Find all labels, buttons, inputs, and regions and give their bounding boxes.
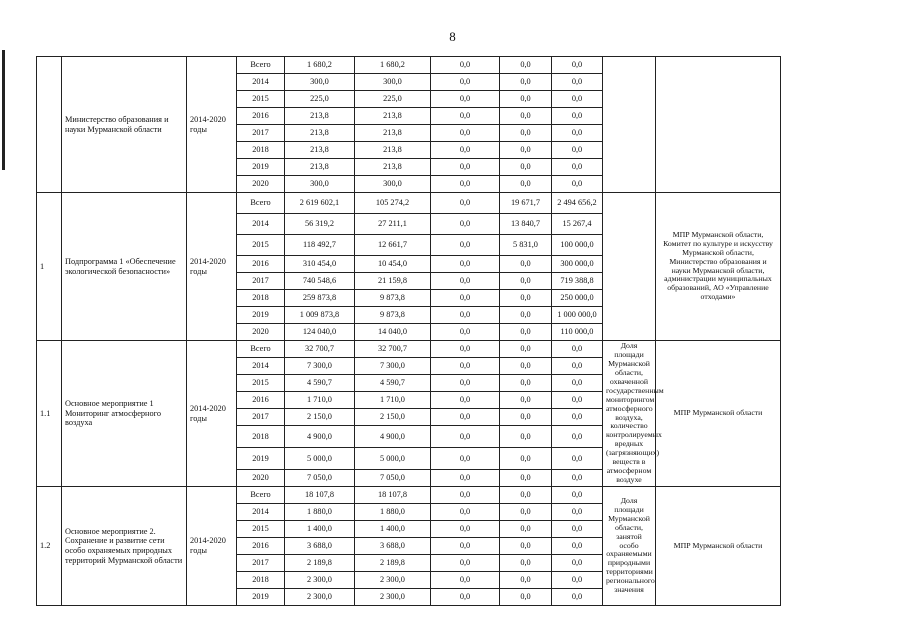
federal-budget-cell: 0,0 [431,341,500,358]
total-cell: 213,8 [285,142,355,159]
local-budget-cell: 0,0 [500,426,552,448]
other-sources-cell: 0,0 [552,504,603,521]
page-number: 8 [449,29,456,44]
local-budget-cell: 0,0 [500,470,552,487]
other-sources-cell: 0,0 [552,91,603,108]
total-cell: 740 548,6 [285,273,355,290]
year-cell: Всего [237,57,285,74]
local-budget-cell: 0,0 [500,176,552,193]
federal-budget-cell: 0,0 [431,193,500,214]
activity-name: Основное мероприятие 1 Мониторинг атмосферного воздуха [62,341,187,487]
other-sources-cell: 0,0 [552,159,603,176]
total-cell: 2 150,0 [285,409,355,426]
federal-budget-cell: 0,0 [431,358,500,375]
other-sources-cell: 0,0 [552,409,603,426]
federal-budget-cell: 0,0 [431,159,500,176]
federal-budget-cell: 0,0 [431,392,500,409]
other-sources-cell: 0,0 [552,74,603,91]
other-sources-cell: 0,0 [552,426,603,448]
total-cell: 5 000,0 [285,448,355,470]
target-indicator [603,193,656,341]
regional-budget-cell: 7 300,0 [355,358,431,375]
regional-budget-cell: 3 688,0 [355,538,431,555]
table-row [37,193,916,214]
year-cell: Всего [237,193,285,214]
year-cell: 2019 [237,307,285,324]
local-budget-cell: 0,0 [500,142,552,159]
regional-budget-cell: 225,0 [355,91,431,108]
regional-budget-cell: 21 159,8 [355,273,431,290]
total-cell: 300,0 [285,176,355,193]
regional-budget-cell: 9 873,8 [355,307,431,324]
federal-budget-cell: 0,0 [431,57,500,74]
local-budget-cell: 0,0 [500,290,552,307]
regional-budget-cell: 1 880,0 [355,504,431,521]
total-cell: 4 900,0 [285,426,355,448]
regional-budget-cell: 27 211,1 [355,214,431,235]
regional-budget-cell: 1 400,0 [355,521,431,538]
row-index: 1 [37,193,62,341]
total-cell: 4 590,7 [285,375,355,392]
federal-budget-cell: 0,0 [431,91,500,108]
federal-budget-cell: 0,0 [431,125,500,142]
year-cell: 2016 [237,108,285,125]
regional-budget-cell: 300,0 [355,74,431,91]
other-sources-cell: 719 388,8 [552,273,603,290]
total-cell: 124 040,0 [285,324,355,341]
local-budget-cell: 0,0 [500,341,552,358]
year-cell: 2019 [237,589,285,606]
other-sources-cell: 0,0 [552,375,603,392]
total-cell: 1 880,0 [285,504,355,521]
table-row [37,341,916,358]
other-sources-cell: 0,0 [552,448,603,470]
target-indicator: Доля площади Мурманской области, охваченной государственным мониторингом атмосферного воздуха, количество контролируемых вредных (загрязняющих) веществ в атмосферном воздухе [603,341,656,487]
year-cell: 2017 [237,273,285,290]
total-cell: 225,0 [285,91,355,108]
activity-name: Основное мероприятие 2. Сохранение и развитие сети особо охраняемых природных территорий Мурманской области [62,487,187,606]
local-budget-cell: 0,0 [500,324,552,341]
total-cell: 118 492,7 [285,235,355,256]
other-sources-cell: 15 267,4 [552,214,603,235]
year-cell: 2014 [237,358,285,375]
local-budget-cell: 0,0 [500,487,552,504]
target-indicator: Доля площади Мурманской области, занятой особо охраняемыми природными территориями регионального значения [603,487,656,606]
other-sources-cell: 0,0 [552,521,603,538]
regional-budget-cell: 4 900,0 [355,426,431,448]
table-body [37,57,916,606]
other-sources-cell: 0,0 [552,589,603,606]
other-sources-cell: 0,0 [552,470,603,487]
federal-budget-cell: 0,0 [431,538,500,555]
other-sources-cell: 0,0 [552,176,603,193]
year-cell: 2016 [237,538,285,555]
table-row [37,487,916,504]
implementation-period: 2014-2020 годы [187,487,237,606]
regional-budget-cell: 4 590,7 [355,375,431,392]
year-cell: 2020 [237,470,285,487]
regional-budget-cell: 300,0 [355,176,431,193]
total-cell: 1 400,0 [285,521,355,538]
year-cell: 2020 [237,176,285,193]
regional-budget-cell: 2 300,0 [355,572,431,589]
regional-budget-cell: 18 107,8 [355,487,431,504]
federal-budget-cell: 0,0 [431,307,500,324]
regional-budget-cell: 14 040,0 [355,324,431,341]
year-cell: 2019 [237,159,285,176]
responsible-executor: МПР Мурманской области, Комитет по культуре и искусству Мурманской области, Министерство образования и науки Мурманской области, администрации муниципальных образований, АО «Управление отходами» [656,193,781,341]
local-budget-cell: 0,0 [500,448,552,470]
local-budget-cell: 0,0 [500,159,552,176]
total-cell: 1 680,2 [285,57,355,74]
other-sources-cell: 0,0 [552,341,603,358]
year-cell: 2014 [237,74,285,91]
federal-budget-cell: 0,0 [431,74,500,91]
target-indicator [603,57,656,193]
regional-budget-cell: 105 274,2 [355,193,431,214]
local-budget-cell: 0,0 [500,392,552,409]
total-cell: 7 300,0 [285,358,355,375]
year-cell: 2015 [237,91,285,108]
local-budget-cell: 0,0 [500,375,552,392]
federal-budget-cell: 0,0 [431,504,500,521]
total-cell: 1 710,0 [285,392,355,409]
total-cell: 213,8 [285,125,355,142]
other-sources-cell: 0,0 [552,538,603,555]
other-sources-cell: 0,0 [552,358,603,375]
local-budget-cell: 0,0 [500,538,552,555]
year-cell: 2015 [237,521,285,538]
total-cell: 259 873,8 [285,290,355,307]
federal-budget-cell: 0,0 [431,572,500,589]
total-cell: 56 319,2 [285,214,355,235]
year-cell: 2017 [237,125,285,142]
year-cell: 2014 [237,504,285,521]
local-budget-cell: 0,0 [500,91,552,108]
year-cell: 2018 [237,572,285,589]
total-cell: 213,8 [285,108,355,125]
year-cell: 2018 [237,426,285,448]
row-index: 1.1 [37,341,62,487]
row-index: 1.2 [37,487,62,606]
year-cell: Всего [237,341,285,358]
total-cell: 300,0 [285,74,355,91]
year-cell: 2016 [237,392,285,409]
total-cell: 18 107,8 [285,487,355,504]
year-cell: 2016 [237,256,285,273]
total-cell: 2 619 602,1 [285,193,355,214]
program-finance-table [36,56,916,606]
other-sources-cell: 0,0 [552,555,603,572]
regional-budget-cell: 2 150,0 [355,409,431,426]
local-budget-cell: 0,0 [500,589,552,606]
local-budget-cell: 0,0 [500,521,552,538]
regional-budget-cell: 5 000,0 [355,448,431,470]
total-cell: 3 688,0 [285,538,355,555]
federal-budget-cell: 0,0 [431,448,500,470]
other-sources-cell: 300 000,0 [552,256,603,273]
year-cell: 2017 [237,409,285,426]
regional-budget-cell: 213,8 [355,159,431,176]
local-budget-cell: 0,0 [500,572,552,589]
federal-budget-cell: 0,0 [431,589,500,606]
federal-budget-cell: 0,0 [431,142,500,159]
total-cell: 310 454,0 [285,256,355,273]
total-cell: 1 009 873,8 [285,307,355,324]
other-sources-cell: 0,0 [552,57,603,74]
total-cell: 7 050,0 [285,470,355,487]
other-sources-cell: 110 000,0 [552,324,603,341]
total-cell: 32 700,7 [285,341,355,358]
year-cell: 2018 [237,142,285,159]
federal-budget-cell: 0,0 [431,409,500,426]
regional-budget-cell: 1 710,0 [355,392,431,409]
regional-budget-cell: 32 700,7 [355,341,431,358]
year-cell: Всего [237,487,285,504]
implementation-period: 2014-2020 годы [187,193,237,341]
regional-budget-cell: 213,8 [355,142,431,159]
federal-budget-cell: 0,0 [431,324,500,341]
table-row [37,57,916,74]
federal-budget-cell: 0,0 [431,555,500,572]
local-budget-cell: 0,0 [500,555,552,572]
year-cell: 2017 [237,555,285,572]
year-cell: 2020 [237,324,285,341]
local-budget-cell: 0,0 [500,125,552,142]
local-budget-cell: 0,0 [500,273,552,290]
federal-budget-cell: 0,0 [431,487,500,504]
federal-budget-cell: 0,0 [431,375,500,392]
regional-budget-cell: 2 300,0 [355,589,431,606]
total-cell: 2 189,8 [285,555,355,572]
local-budget-cell: 5 831,0 [500,235,552,256]
year-cell: 2014 [237,214,285,235]
local-budget-cell: 0,0 [500,74,552,91]
regional-budget-cell: 1 680,2 [355,57,431,74]
other-sources-cell: 0,0 [552,572,603,589]
implementation-period: 2014-2020 годы [187,341,237,487]
regional-budget-cell: 213,8 [355,125,431,142]
regional-budget-cell: 10 454,0 [355,256,431,273]
local-budget-cell: 0,0 [500,256,552,273]
other-sources-cell: 0,0 [552,142,603,159]
other-sources-cell: 250 000,0 [552,290,603,307]
federal-budget-cell: 0,0 [431,108,500,125]
local-budget-cell: 0,0 [500,409,552,426]
year-cell: 2018 [237,290,285,307]
regional-budget-cell: 7 050,0 [355,470,431,487]
federal-budget-cell: 0,0 [431,256,500,273]
page-edge-mark [2,50,5,170]
row-index [37,57,62,193]
other-sources-cell: 0,0 [552,392,603,409]
federal-budget-cell: 0,0 [431,214,500,235]
federal-budget-cell: 0,0 [431,176,500,193]
federal-budget-cell: 0,0 [431,470,500,487]
year-cell: 2015 [237,375,285,392]
federal-budget-cell: 0,0 [431,290,500,307]
regional-budget-cell: 2 189,8 [355,555,431,572]
responsible-executor [656,57,781,193]
local-budget-cell: 0,0 [500,57,552,74]
federal-budget-cell: 0,0 [431,521,500,538]
other-sources-cell: 0,0 [552,108,603,125]
federal-budget-cell: 0,0 [431,273,500,290]
year-cell: 2015 [237,235,285,256]
activity-name: Министерство образования и науки Мурманской области [62,57,187,193]
activity-name: Подпрограмма 1 «Обеспечение экологической безопасности» [62,193,187,341]
responsible-executor: МПР Мурманской области [656,341,781,487]
other-sources-cell: 2 494 656,2 [552,193,603,214]
local-budget-cell: 13 840,7 [500,214,552,235]
total-cell: 2 300,0 [285,589,355,606]
total-cell: 2 300,0 [285,572,355,589]
local-budget-cell: 0,0 [500,307,552,324]
local-budget-cell: 19 671,7 [500,193,552,214]
regional-budget-cell: 213,8 [355,108,431,125]
regional-budget-cell: 12 661,7 [355,235,431,256]
local-budget-cell: 0,0 [500,504,552,521]
other-sources-cell: 0,0 [552,125,603,142]
federal-budget-cell: 0,0 [431,426,500,448]
local-budget-cell: 0,0 [500,358,552,375]
implementation-period: 2014-2020 годы [187,57,237,193]
local-budget-cell: 0,0 [500,108,552,125]
other-sources-cell: 1 000 000,0 [552,307,603,324]
other-sources-cell: 100 000,0 [552,235,603,256]
federal-budget-cell: 0,0 [431,235,500,256]
regional-budget-cell: 9 873,8 [355,290,431,307]
total-cell: 213,8 [285,159,355,176]
other-sources-cell: 0,0 [552,487,603,504]
year-cell: 2019 [237,448,285,470]
responsible-executor: МПР Мурманской области [656,487,781,606]
